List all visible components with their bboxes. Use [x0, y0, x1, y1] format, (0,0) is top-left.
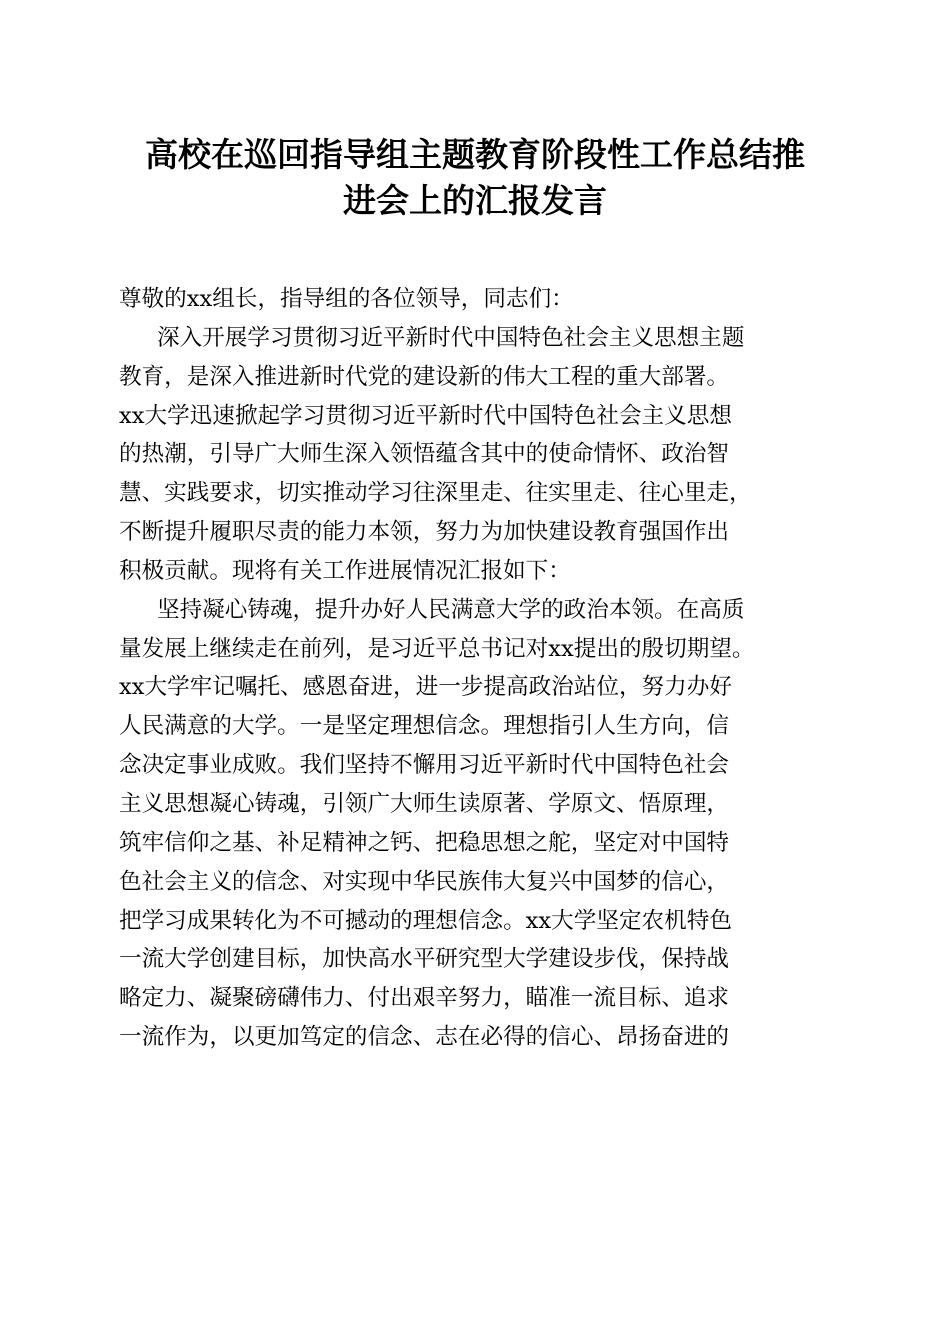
paragraph-line: 念决定事业成败。我们坚持不懈用习近平新时代中国特色社会: [119, 752, 730, 779]
paragraph-line: xx大学牢记嘱托、感恩奋进，进一步提高政治站位，努力办好: [119, 674, 732, 701]
paragraph-line: 一流作为，以更加笃定的信念、志在必得的信心、昂扬奋进的: [119, 1024, 730, 1051]
paragraph-line: 一流大学创建目标，加快高水平研究型大学建设步伐，保持战: [119, 946, 730, 973]
paragraph-line: 把学习成果转化为不可撼动的理想信念。xx大学坚定农机特色: [119, 907, 732, 934]
paragraph-line: 的热潮，引导广大师生深入领悟蕴含其中的使命情怀、政治智: [119, 441, 730, 468]
paragraph-line: 略定力、凝聚磅礴伟力、付出艰辛努力，瞄准一流目标、追求: [119, 985, 730, 1012]
paragraph-line: 主义思想凝心铸魂，引领广大师生读原著、学原文、悟原理，: [119, 790, 730, 817]
paragraph-line: 色社会主义的信念、对实现中华民族伟大复兴中国梦的信心，: [119, 868, 730, 895]
paragraph-line: 教育，是深入推进新时代党的建设新的伟大工程的重大部署。: [119, 363, 730, 390]
paragraph-line: 深入开展学习贯彻习近平新时代中国特色社会主义思想主题: [157, 324, 745, 351]
paragraph-line: 人民满意的大学。一是坚定理想信念。理想指引人生方向，信: [119, 713, 730, 740]
document-title: [100, 132, 850, 224]
title-line: 高校在巡回指导组主题教育阶段性工作总结推: [145, 135, 805, 174]
title-line: 进会上的汇报发言: [343, 181, 607, 220]
document-body: [119, 280, 831, 1057]
paragraph-line: 慧、实践要求，切实推动学习往深里走、往实里走、往心里走，: [119, 480, 752, 507]
paragraph-line: 量发展上继续走在前列，是习近平总书记对xx提出的殷切期望。: [119, 635, 755, 662]
paragraph-line: 积极贡献。现将有关工作进展情况汇报如下：: [119, 557, 571, 584]
paragraph-line: xx大学迅速掀起学习贯彻习近平新时代中国特色社会主义思想: [119, 402, 732, 429]
paragraph-line: 筑牢信仰之基、补足精神之钙、把稳思想之舵，坚定对中国特: [119, 829, 730, 856]
paragraph-line: 坚持凝心铸魂，提升办好人民满意大学的政治本领。在高质: [157, 596, 745, 623]
paragraph-line: 不断提升履职尽责的能力本领，努力为加快建设教育强国作出: [119, 519, 730, 546]
salutation-line: 尊敬的xx组长，指导组的各位领导，同志们：: [119, 286, 574, 312]
